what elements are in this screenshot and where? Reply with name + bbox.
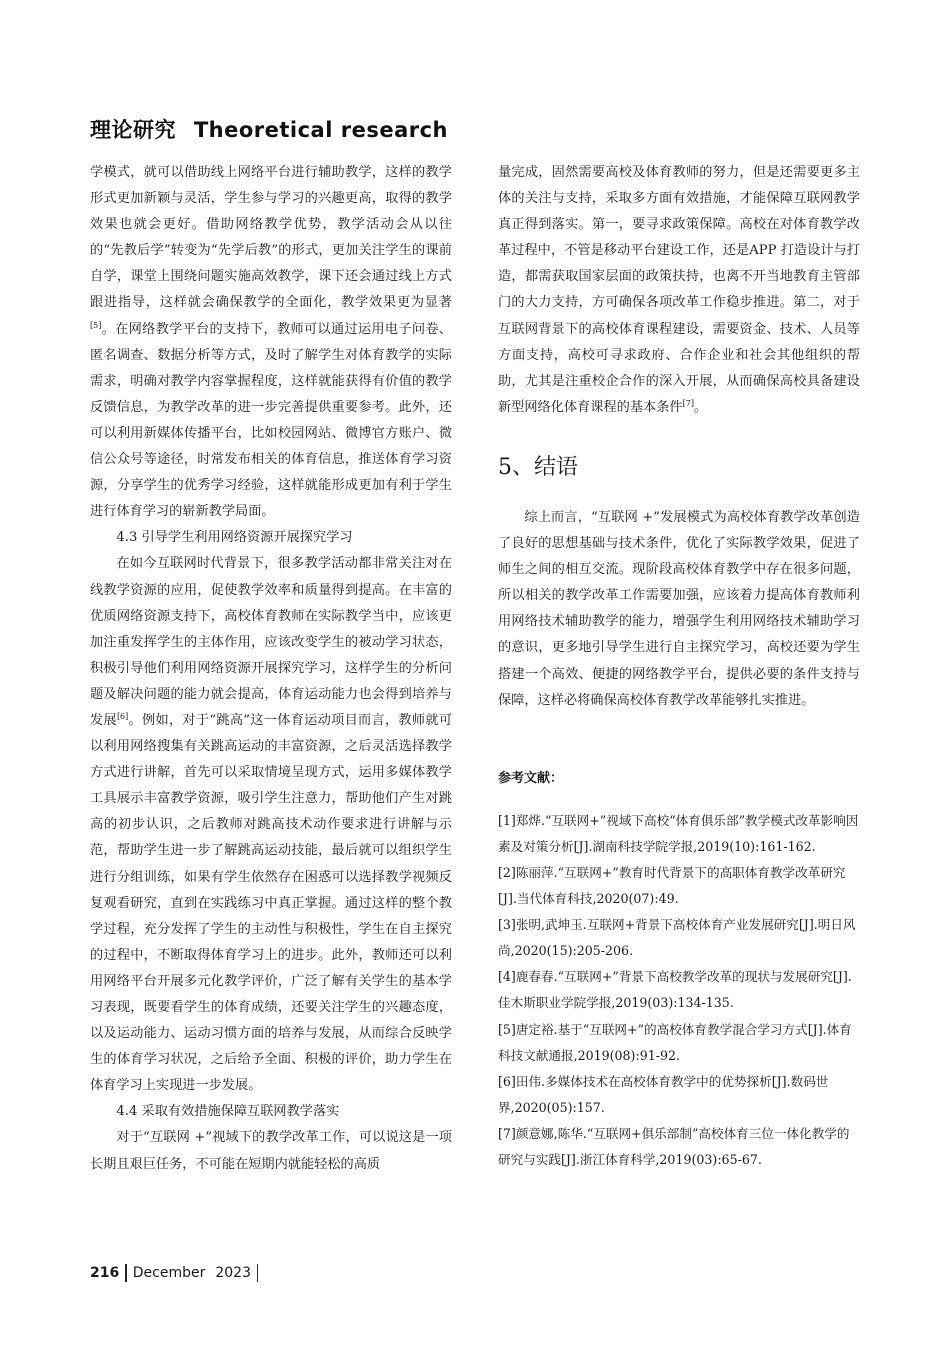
- reference-item: [5]唐定裕.基于“互联网+”的高校体育教学混合学习方式[J].体育科技文献通报,2019(08):91-92.: [498, 1021, 852, 1063]
- citation-ref: [5]: [90, 320, 102, 330]
- paragraph-text: 学模式，就可以借助线上网络平台进行辅助教学，这样的教学形式更加新颖与灵活，学生参与学习的兴趣更高，取得的教学效果也就会更好。借助网络教学优势，教学活动会从以往的“先教后学”转变为“先学后教”的形式，更加关注学生的课前自学，课堂上围绕问题实施高效教学，课下还会通过线上方式跟进指导，这样就会确保教学的全面化，教学效果更为显著: [90, 165, 452, 311]
- subsection-heading-4-4: 4.4 采取有效措施保障互联网教学落实: [116, 1104, 340, 1120]
- reference-item: [4]鹿春春.“互联网+”背景下高校教学改革的现状与发展研究[J].佳木斯职业学院学报,2019(03):134-135.: [498, 969, 852, 1011]
- reference-item: [3]张明,武坤玉.互联网+背景下高校体育产业发展研究[J].明日风尚,2020(15):205-206.: [498, 917, 856, 959]
- reference-item: [2]陈丽萍.“互联网+”教育时代背景下的高职体育教学改革研究[J].当代体育科技,2020(07):49.: [498, 864, 846, 907]
- page-footer: [90, 1264, 264, 1282]
- body-paragraph: [90, 160, 452, 525]
- body-paragraph: 综上而言，“互联网 +”发展模式为高校体育教学改革创造了良好的思想基础与技术条件，优化了实际教学效果，促进了师生之间的相互交流。现阶段高校体育教学中存在很多问题，所以相关的教学改革工作需要加强，应该着力提高体育教师利用网络技术辅助教学的能力，增强学生利用网络技术辅助学习的意识，更多地引导学生进行自主探究学习，高校还要为学生搭建一个高效、便捷的网络教学平台，提供必要的条件支持与保障，这样必将确保高校体育教学改革能够扎实推进。: [498, 509, 860, 708]
- footer-divider: [257, 1264, 259, 1282]
- section-heading-conclusion: 5、结语: [498, 454, 578, 480]
- subsection-heading-4-3: 4.3 引导学生利用网络资源开展探究学习: [116, 530, 353, 546]
- footer-divider: [125, 1264, 127, 1282]
- left-column: [90, 160, 452, 1178]
- references-title: 参考文献：: [498, 770, 564, 786]
- paragraph-text: 在如今互联网时代背景下，很多教学活动都非常关注对在线教学资源的应用，促使教学效率和质量得到提高。在丰富的优质网络资源支持下，高校体育教师在实际教学当中，应该更加注重发挥学生的主体作用，应该改变学生的被动学习状态，积极引导他们利用网络资源开展探究学习，这样学生的分析问题及解决问题的能力就会提高，体育运动能力也会得到培养与发展: [90, 556, 452, 728]
- body-paragraph: [90, 551, 452, 1099]
- citation-ref: [6]: [116, 711, 129, 721]
- body-paragraph: 对于“互联网 +”视域下的教学改革工作，可以说这是一项长期且艰巨任务，不可能在短期内就能轻松的高质: [90, 1130, 452, 1172]
- citation-ref: [7]: [682, 398, 694, 408]
- paragraph-text: 。: [693, 399, 708, 415]
- reference-item: [6]田伟.多媒体技术在高校体育教学中的优势探析[J].数码世界,2020(05):157.: [498, 1073, 829, 1115]
- reference-item: [1]郑烨.“互联网+”视域下高校“体育俱乐部”教学模式改革影响因素及对策分析[J].湖南科技学院学报,2019(10):161-162.: [498, 812, 859, 854]
- paragraph-text: 。在网络教学平台的支持下，教师可以通过运用电子问卷、匿名调查、数据分析等方式，及时了解学生对体育教学的实际需求，明确对教学内容掌握程度，这样就能获得有价值的教学反馈信息，为教学改革的进一步完善提供重要参考。此外，还可以利用新媒体传播平台，比如校园网站、微博官方账户、微信公众号等途径，时常发布相关的体育信息，推送体育学习资源，分享学生的优秀学习经验，这样就能形成更加有利于学生进行体育学习的崭新教学局面。: [90, 321, 452, 520]
- page-number: 216: [90, 1265, 120, 1281]
- paragraph-text: 。例如，对于“跳高”这一体育运动项目而言，教师就可以利用网络搜集有关跳高运动的丰富资源，之后灵活选择教学方式进行讲解，首先可以采取情境呈现方式，运用多媒体教学工具展示丰富教学资源，吸引学生注意力，帮助他们产生对跳高的初步认识，之后教师对跳高技术动作要求进行讲解与示范，帮助学生进一步了解跳高运动技能，最后就可以组织学生进行分组训练，如果有学生依然存在困惑可以选择教学视频反复观看研究，直到在实践练习中真正掌握。通过这样的整个教学过程，充分发挥了学生的主动性与积极性，学生在自主探究的过程中，不断取得体育学习上的进步。此外，教师还可以利用网络平台开展多元化教学评价，广泛了解有关学生的基本学习表现，既要看学生的体育成绩，还要关注学生的兴趣态度，以及运动能力、运动习惯方面的培养与发展，从而综合反映学生的体育学习状况，之后给予全面、积极的评价，助力学生在体育学习上实现进一步发展。: [90, 712, 453, 1094]
- running-header: [90, 114, 448, 144]
- references-list: [498, 808, 860, 1173]
- header-title-cn: 理论研究: [90, 118, 176, 142]
- right-column: [498, 160, 860, 1173]
- body-paragraph: [498, 160, 860, 421]
- issue-month: December: [132, 1265, 206, 1281]
- paragraph-text: 量完成，固然需要高校及体育教师的努力，但是还需要更多主体的关注与支持，采取多方面有效措施，才能保障互联网教学真正得到落实。第一，要寻求政策保障。高校在对体育教学改革过程中，不管是移动平台建设工作，还是APP 打造设计与打造，都需获取国家层面的政策扶持，也离不开当地教育主管部门的大力支持，方可确保各项改革工作稳步推进。第二，对于互联网背景下的高校体育课程建设，需要资金、技术、人员等方面支持，高校可寻求政府、合作企业和社会其他组织的帮助，尤其是注重校企合作的深入开展，从而确保高校具备建设新型网络化体育课程的基本条件: [498, 165, 860, 415]
- issue-year: 2023: [215, 1265, 251, 1281]
- header-title-en: Theoretical research: [193, 118, 448, 142]
- reference-item: [7]颜意娜,陈华.“互联网+俱乐部制”高校体育三位一体化教学的研究与实践[J].浙江体育科学,2019(03):65-67.: [498, 1125, 850, 1167]
